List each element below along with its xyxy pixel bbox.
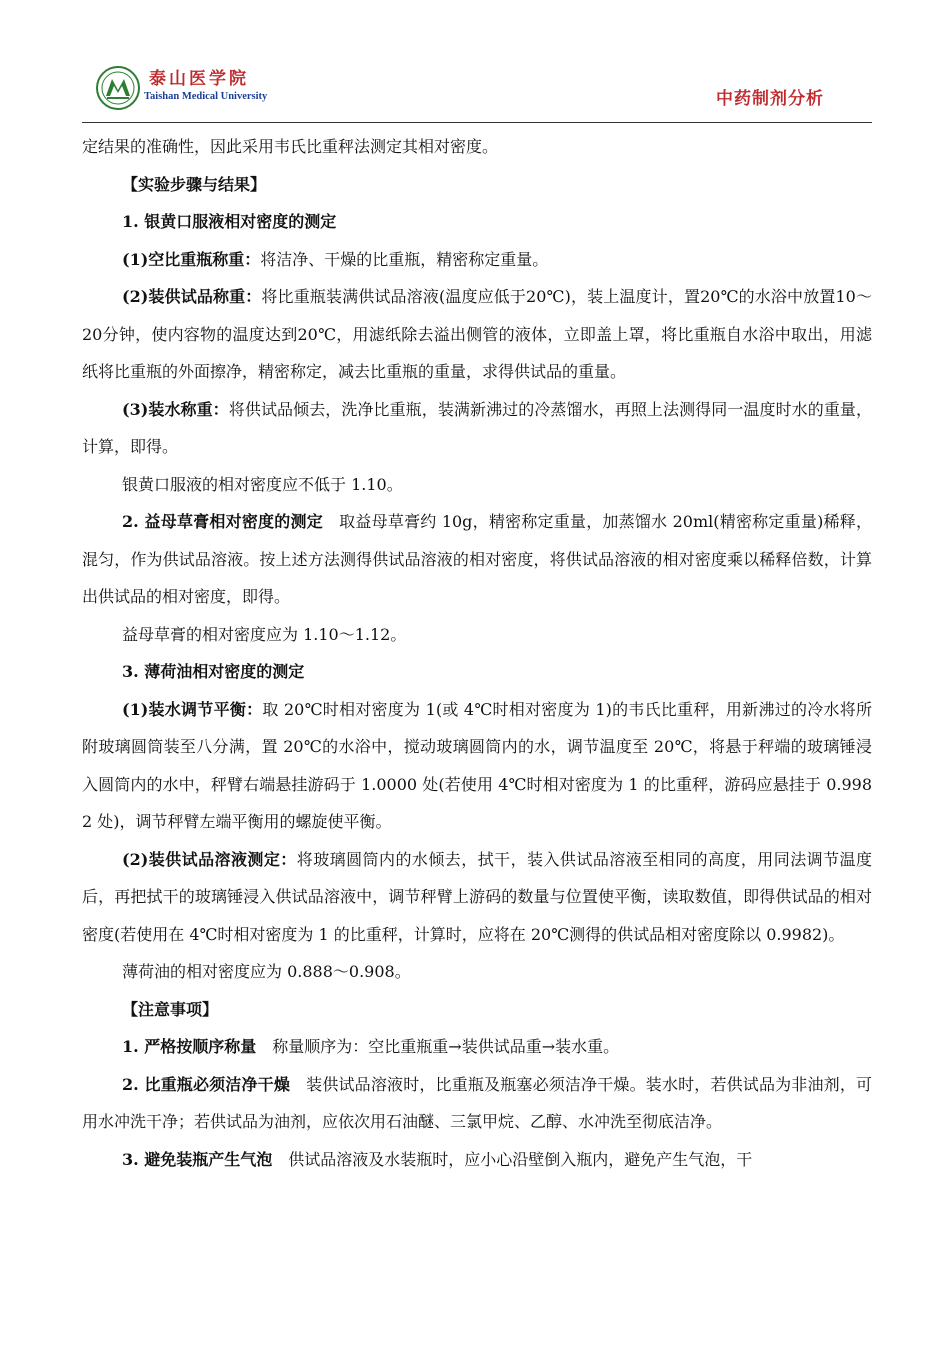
paragraph	[82, 166, 872, 204]
paragraph-text: 薄荷油的相对密度应为 0.888～0.908。	[122, 962, 411, 981]
paragraph-text: 取 20℃时相对密度为 1(或 4℃时相对密度为 1)的韦氏比重秤，用新沸过的冷水将所附玻璃圆筒装至八分满，置 20℃的水浴中，搅动玻璃圆筒内的水，调节温度至 20℃，将悬于秤端的玻璃锤浸入圆筒内的水中，秤臂右端悬挂游码于 1.0000 处(若使用 4℃时相对密度为 1 的比重秤，游码应悬挂于 0.9982 处)，调节秤臂左端平衡用的螺旋使平衡。	[82, 699, 872, 831]
paragraph-heading: 2. 益母草膏相对密度的测定	[122, 512, 323, 531]
paragraph	[82, 503, 872, 616]
paragraph-text: 供试品溶液及水装瓶时，应小心沿壁倒入瓶内，避免产生气泡，干	[272, 1149, 753, 1169]
paragraph	[82, 1141, 872, 1179]
school-name-en: Taishan Medical University	[144, 91, 268, 102]
paragraph-heading: (2)装供试品称重：	[122, 287, 262, 306]
paragraph-text: 益母草膏的相对密度应为 1.10～1.12。	[122, 624, 407, 644]
paragraph-heading: 【注意事项】	[122, 999, 219, 1019]
paragraph-heading: (3)装水称重：	[122, 399, 229, 419]
university-logo-icon	[96, 66, 140, 110]
paragraph-text: 将玻璃圆筒内的水倾去，拭干，装入供试品溶液至相同的高度，用同法调节温度后，再把拭干的玻璃锤浸入供试品溶液中，调节秤臂上游码的数量与位置使平衡，读取数值，即得供试品的相对密度(若使用在 4℃时相对密度为 1 的比重秤，计算时，应将在 20℃测得的供试品相对密度除以 0.9982)。	[82, 849, 872, 944]
paragraph	[82, 203, 872, 241]
paragraph-heading: 3. 薄荷油相对密度的测定	[122, 662, 305, 681]
paragraph-heading: 2. 比重瓶必须洁净干燥	[122, 1074, 290, 1094]
paragraph-heading: 1. 银黄口服液相对密度的测定	[122, 212, 337, 231]
paragraph-text: 称量顺序为：空比重瓶重→装供试品重→装水重。	[256, 1037, 620, 1056]
paragraph	[82, 466, 872, 504]
paragraph	[82, 278, 872, 391]
paragraph-text: 装供试品溶液时，比重瓶及瓶塞必须洁净干燥。装水时，若供试品为非油剂，可用水冲洗干净；若供试品为油剂，应依次用石油醚、三氯甲烷、乙醇、水冲洗至彻底洁净。	[82, 1074, 872, 1131]
page-header	[82, 62, 872, 123]
paragraph-text: 银黄口服液的相对密度应不低于 1.10。	[122, 474, 403, 494]
paragraph-heading: 3. 避免装瓶产生气泡	[122, 1149, 273, 1169]
paragraph	[82, 241, 872, 279]
paragraph	[82, 1066, 872, 1141]
paragraph-text: 将比重瓶装满供试品溶液(温度应低于20℃)，装上温度计，置20℃的水浴中放置10～20分钟，使内容物的温度达到20℃，用滤纸除去溢出侧管的液体，立即盖上罩，将比重瓶自水浴中取出，用滤纸将比重瓶的外面擦净，精密称定，减去比重瓶的重量，求得供试品的重量。	[82, 287, 872, 381]
paragraph-text: 取益母草膏约 10g，精密称定重量，加蒸馏水 20ml(精密称定重量)稀释，混匀，作为供试品溶液。按上述方法测得供试品溶液的相对密度，将供试品溶液的相对密度乘以稀释倍数，计算出供试品的相对密度，即得。	[82, 512, 872, 606]
paragraph-text: 将洁净、干燥的比重瓶，精密称定重量。	[260, 249, 549, 269]
paragraph-heading: 【实验步骤与结果】	[122, 174, 267, 194]
paragraph-heading: (1)装水调节平衡：	[122, 699, 263, 719]
paragraph-text: 将供试品倾去，洗净比重瓶，装满新沸过的冷蒸馏水，再照上法测得同一温度时水的重量，计算，即得。	[82, 399, 872, 456]
paragraph-heading: (1)空比重瓶称重：	[122, 249, 261, 269]
paragraph	[82, 653, 872, 691]
paragraph	[82, 391, 872, 466]
paragraph	[82, 128, 872, 166]
paragraph-heading: 1. 严格按顺序称量	[122, 1037, 257, 1056]
school-name-cn: 泰山医学院	[149, 69, 249, 89]
paragraph	[82, 953, 872, 991]
paragraph-text: 定结果的准确性，因此采用韦氏比重秤法测定其相对密度。	[82, 137, 499, 156]
paragraph	[82, 1028, 872, 1066]
paragraph	[82, 616, 872, 654]
paragraph	[82, 841, 872, 954]
course-title: 中药制剂分析	[716, 89, 824, 109]
paragraph	[82, 691, 872, 841]
paragraph	[82, 991, 872, 1029]
document-body	[82, 128, 872, 1178]
paragraph-heading: (2)装供试品溶液测定：	[122, 849, 297, 869]
